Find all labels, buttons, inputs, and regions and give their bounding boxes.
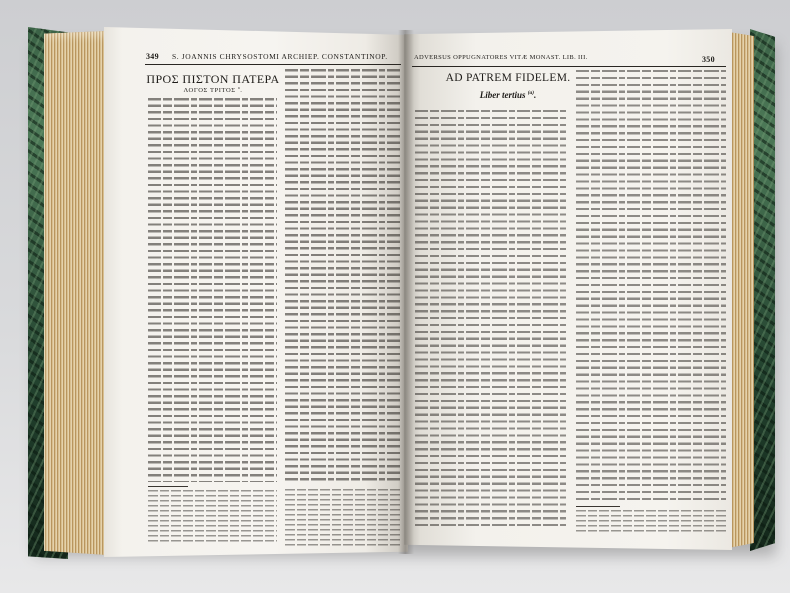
left-subtitle-note-mark: a (237, 85, 241, 90)
book-gutter (398, 30, 414, 554)
left-page-subtitle (146, 87, 280, 94)
right-subtitle-text: Liber tertius (479, 90, 528, 100)
left-column-1-footnotes (148, 490, 277, 544)
right-footnote-rule (576, 506, 620, 507)
left-footnote-rule (148, 486, 188, 487)
left-subtitle-end: . (240, 87, 243, 94)
right-column-1-latin-text (415, 110, 568, 530)
right-column-2-latin-text (576, 70, 726, 502)
left-page-block-edge (44, 31, 108, 555)
right-page-number: 350 (702, 55, 715, 64)
left-running-head: S. JOANNIS CHRYSOSTOMI ARCHIEP. CONSTANTINOP. (172, 52, 388, 61)
left-column-1-greek-text (148, 98, 277, 482)
left-column-2-greek-text (285, 69, 401, 483)
right-running-head: ADVERSUS OPPUGNATORES VITÆ MONAST. LIB. III. (414, 54, 588, 61)
right-page-title: AD PATREM FIDELEM. (445, 72, 571, 84)
left-page-number: 349 (146, 52, 159, 61)
right-subtitle-end: . (534, 90, 537, 100)
left-page-title: ΠΡΟΣ ΠΙΣΤΟΝ ΠΑΤΕΡΑ (146, 72, 280, 86)
right-page-subtitle (428, 90, 588, 100)
right-column-2-footnotes (576, 510, 726, 532)
right-subtitle-note-mark: (a) (527, 90, 535, 96)
left-column-2-footnotes (285, 489, 401, 547)
left-subtitle-text: ΛΟΓΟΣ ΤΡΙΤΟΣ (183, 87, 238, 94)
right-header-rule (412, 66, 726, 67)
left-header-rule (145, 64, 401, 65)
